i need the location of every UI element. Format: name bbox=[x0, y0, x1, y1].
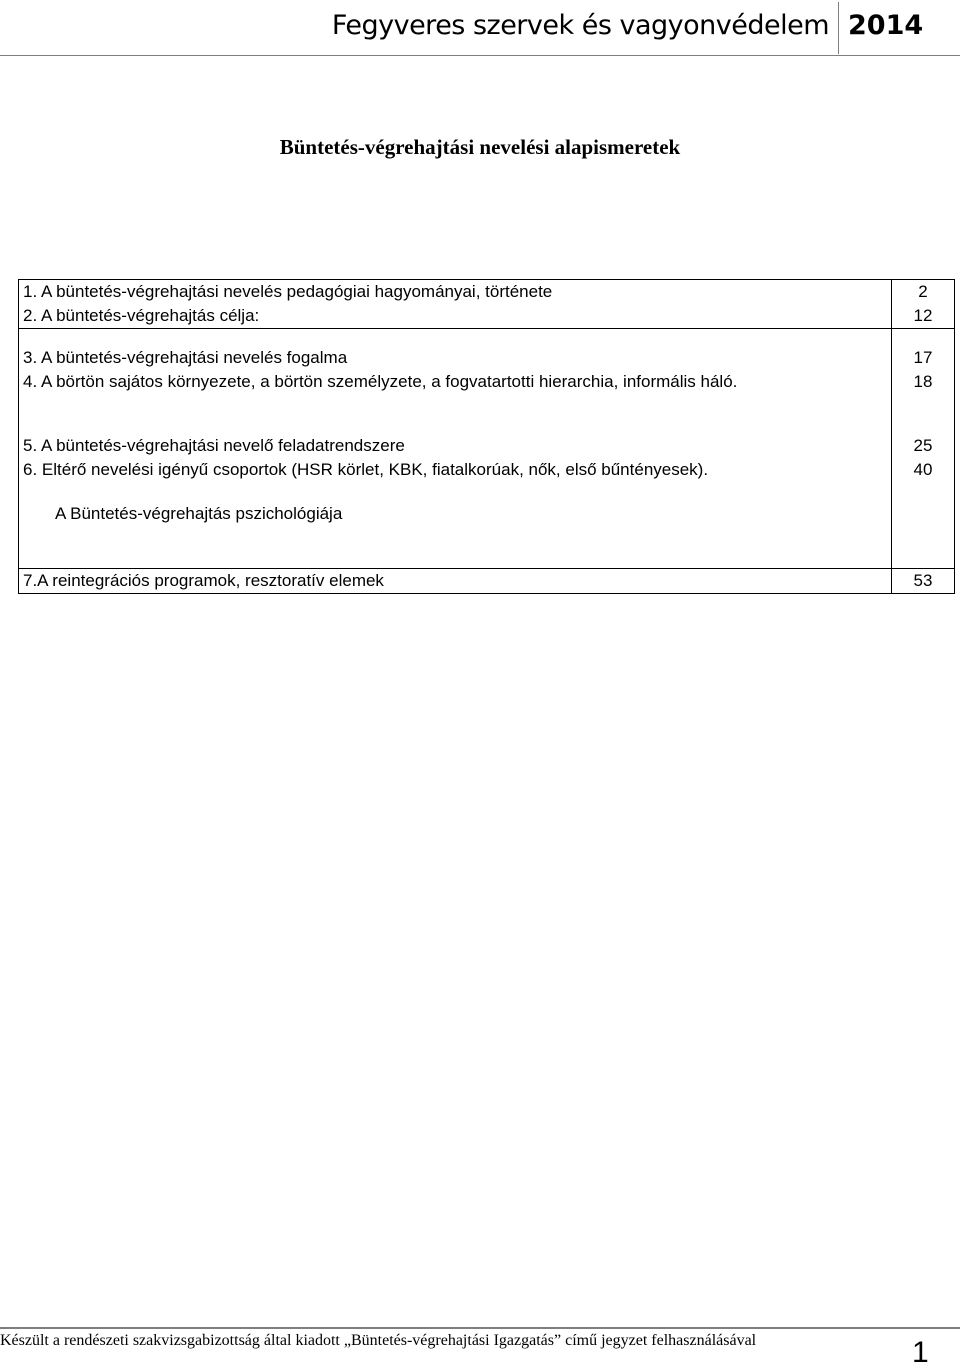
toc-entry-page: 2 bbox=[918, 282, 928, 301]
toc-entry-text: 2. A büntetés-végrehajtás célja: bbox=[23, 306, 260, 325]
toc-entry-subtext: A Büntetés-végrehajtás pszichológiája bbox=[55, 504, 343, 523]
header-rule bbox=[0, 55, 960, 56]
toc-entry-text: 1. A büntetés-végrehajtási nevelés pedagógiai hagyományai, története bbox=[23, 282, 553, 301]
toc-entry-page: 25 bbox=[913, 436, 933, 455]
toc-entry-text: 5. A büntetés-végrehajtási nevelő feladatrendszere bbox=[23, 436, 405, 455]
header-year: 2014 bbox=[848, 10, 924, 41]
header-separator bbox=[838, 2, 839, 54]
page-header bbox=[0, 0, 960, 56]
toc-entry-text: 3. A büntetés-végrehajtási nevelés fogalma bbox=[23, 348, 348, 367]
toc-entry-page: 18 bbox=[913, 372, 933, 391]
document-title: Büntetés-végrehajtási nevelési alapismeretek bbox=[279, 135, 681, 159]
toc-entry-page: 53 bbox=[913, 571, 933, 590]
footer-text: Készült a rendészeti szakvizsgabizottság által kiadott „Büntetés-végrehajtási Igazgatás” című jegyzet felhasználásával bbox=[0, 1332, 757, 1349]
table-of-contents bbox=[18, 279, 955, 594]
toc-row bbox=[19, 569, 955, 594]
toc-entry-text: 6. Eltérő nevelési igényű csoportok (HSR körlet, KBK, fiatalkorúak, nők, első bűntényesek). bbox=[23, 460, 709, 479]
toc-entry-text: 7.A reintegrációs programok, resztoratív elemek bbox=[23, 571, 384, 590]
footer-rule bbox=[0, 1327, 960, 1329]
page-footer bbox=[0, 1324, 960, 1371]
toc-entry-page: 17 bbox=[913, 348, 933, 367]
header-title: Fegyveres szervek és vagyonvédelem bbox=[331, 10, 829, 41]
toc-entry-text: 4. A börtön sajátos környezete, a börtön személyzete, a fogvatartotti hierarchia, informális háló. bbox=[23, 372, 738, 391]
page-number: 1 bbox=[912, 1336, 929, 1369]
toc-entry-page: 40 bbox=[913, 460, 933, 479]
toc-row bbox=[19, 280, 955, 329]
toc-entry-page: 12 bbox=[913, 306, 933, 325]
toc-row bbox=[19, 329, 955, 569]
